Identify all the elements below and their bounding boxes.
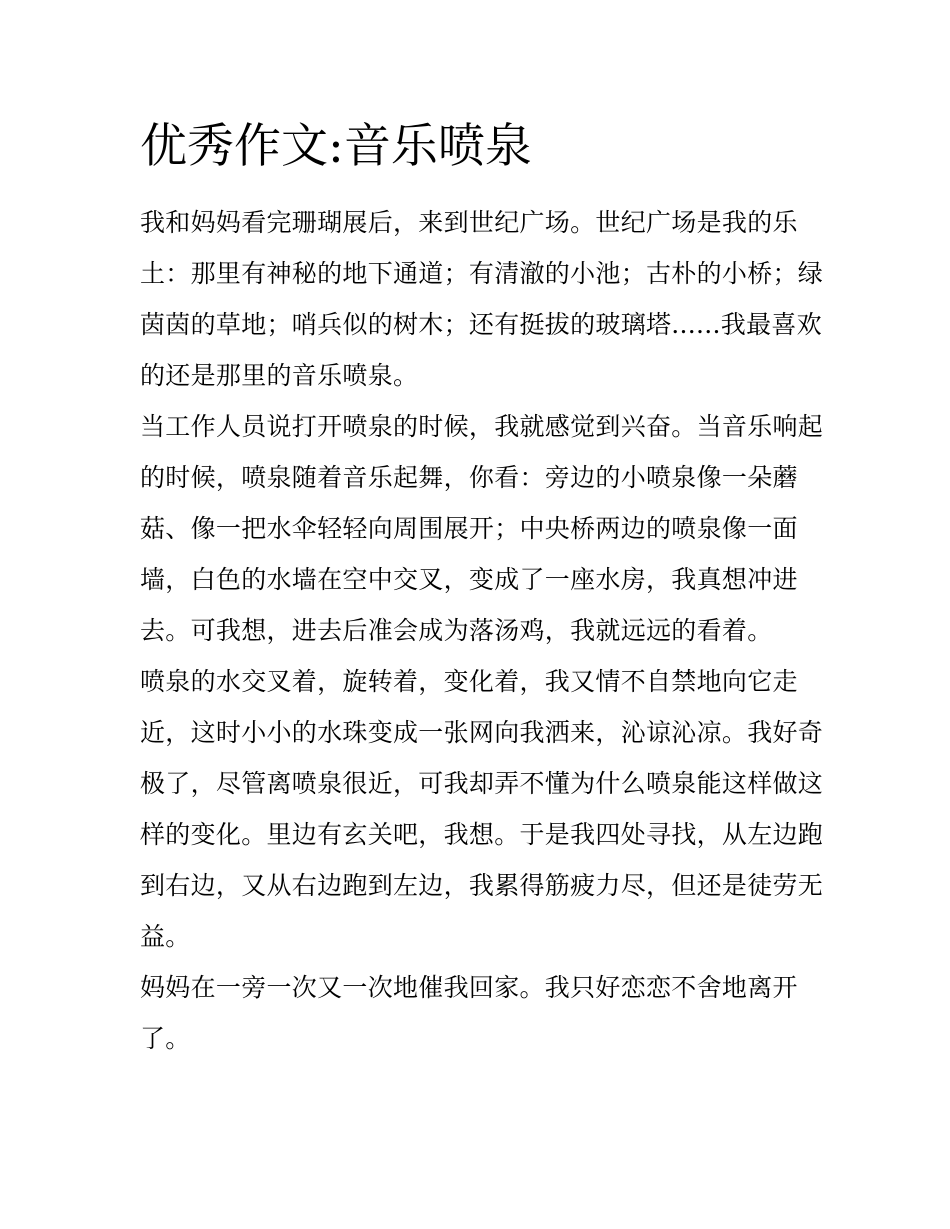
text-line: 去。可我想，进去后准会成为落汤鸡，我就远远的看着。 — [140, 616, 773, 645]
essay-body — [140, 197, 824, 1064]
text-line: 喷泉的水交叉着，旋转着，变化着，我又情不自禁地向它走 — [140, 667, 798, 696]
text-line: 到右边，又从右边跑到左边，我累得筋疲力尽，但还是徒劳无 — [140, 871, 824, 900]
text-line: 了。 — [140, 1024, 191, 1053]
text-line: 近，这时小小的水珠变成一张网向我洒来，沁谅沁凉。我好奇 — [140, 718, 824, 747]
text-line: 当工作人员说打开喷泉的时候，我就感觉到兴奋。当音乐响起 — [140, 412, 824, 441]
text-line: 墙，白色的水墙在空中交叉，变成了一座水房，我真想冲进 — [140, 565, 798, 594]
text-line: 我和妈妈看完珊瑚展后，来到世纪广场。世纪广场是我的乐 — [140, 208, 798, 237]
text-line: 茵茵的草地；哨兵似的树木；还有挺拔的玻璃塔......我最喜欢 — [140, 310, 822, 339]
text-line: 的时候，喷泉随着音乐起舞，你看：旁边的小喷泉像一朵蘑 — [140, 463, 798, 492]
essay-title: 优秀作文:音乐喷泉 — [140, 119, 532, 174]
text-line: 妈妈在一旁一次又一次地催我回家。我只好恋恋不舍地离开 — [140, 973, 798, 1002]
text-line: 极了，尽管离喷泉很近，可我却弄不懂为什么喷泉能这样做这 — [140, 769, 824, 798]
text-line: 的还是那里的音乐喷泉。 — [140, 361, 419, 390]
text-line: 菇、像一把水伞轻轻向周围展开；中央桥两边的喷泉像一面 — [140, 514, 798, 543]
text-line: 土：那里有神秘的地下通道；有清澈的小池；古朴的小桥；绿 — [140, 259, 824, 288]
text-line: 益。 — [140, 922, 191, 951]
text-line: 样的变化。里边有玄关吧，我想。于是我四处寻找，从左边跑 — [140, 820, 824, 849]
